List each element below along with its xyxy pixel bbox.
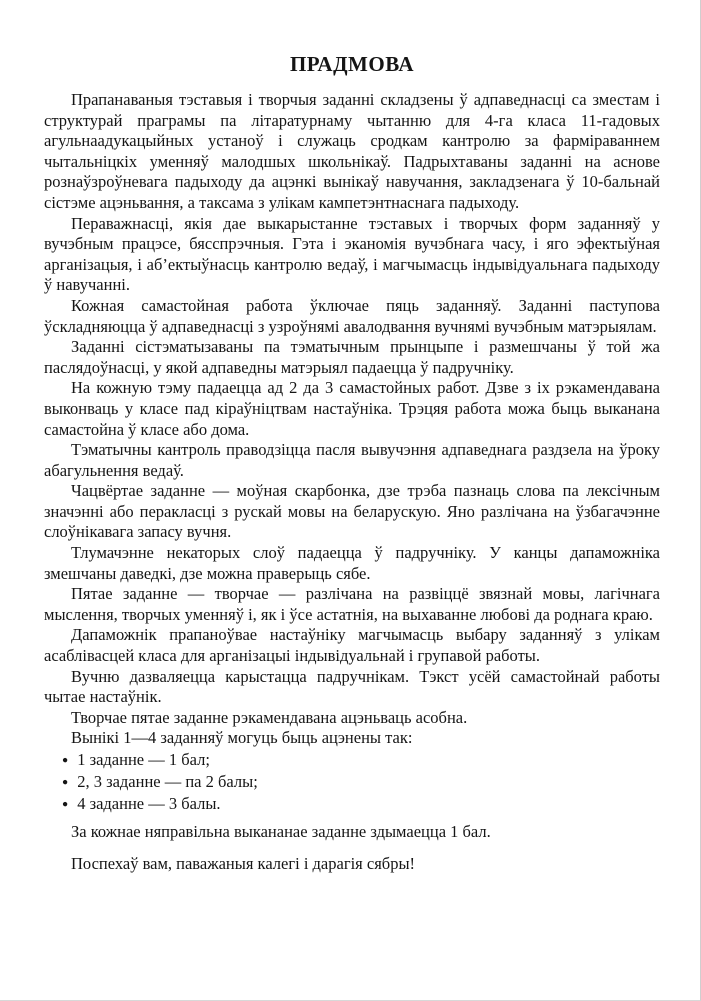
paragraph: Тлумачэнне некаторых слоў падаецца ў падручніку. У канцы дапаможніка змешчаны даведкі, дзе можна праверыць сябе.: [44, 543, 660, 583]
paragraph: Пятае заданне — творчае — разлічана на развіццё звязнай мовы, лагічнага мыслення, творчых уменняў і, як і ўсе астатнія, на выхаванне любові да роднага краю.: [44, 584, 660, 624]
closing-paragraph: Поспехаў вам, паважаныя калегі і дарагія сябры!: [71, 853, 416, 873]
score-list: [44, 750, 660, 815]
bullet-icon: ●: [62, 755, 69, 767]
paragraph: Кожная самастойная работа ўключае пяць заданняў. Заданні паступова ўскладняюцца ў адпаведнасці з узроўнямі авалодвання вучнямі вучэбным матэрыялам.: [44, 295, 660, 336]
list-item: [62, 750, 660, 772]
list-item-text: 2, 3 заданне — па 2 балы;: [77, 771, 258, 791]
list-item: [62, 772, 660, 794]
list-item-text: 4 заданне — 3 балы.: [77, 793, 221, 813]
paragraph: Пераважнасці, якія дае выкарыстанне тэставых і творчых форм заданняў у вучэбным працэсе, бясспрэчныя. Гэта і эканомія вучэбнага часу, і яго эфектыўная арганізацыя, і аб’ектыўнасць кантролю ведаў, і магчымасць індывідуальнага падыходу ў навучанні.: [44, 213, 660, 295]
paragraph: На кожную тэму падаецца ад 2 да 3 самастойных работ. Дзве з іх рэкамендавана выконваць у класе пад кіраўніцтвам настаўніка. Трэцяя работа можа быць выканана самастойна ў класе або дома.: [44, 378, 660, 439]
paragraph: Чацвёртае заданне — моўная скарбонка, дзе трэба пазнаць слова па лексічным значэнні або перакласці з рускай мовы на беларускую. Яно разлічана на ўзбагачэнне слоўнікавага запасу вучня.: [44, 481, 660, 542]
paragraph: Тэматычны кантроль праводзіцца пасля вывучэння адпаведнага раздзела на ўроку абагульнення ведаў.: [44, 440, 660, 480]
bullet-icon: ●: [62, 776, 69, 788]
paragraph: Прапанаваныя тэставыя і творчыя заданні складзены ў адпаведнасці са зместам і структурай праграмы па літаратурнаму чытанню для 4-га класа 11-гадовых агульнаадукацыйных устаноў і служаць сродкам кантролю за фарміраваннем чытальніцкіх уменняў малодшых школьнікаў. Падрыхтаваны заданні на аснове рознаўзроўневага падыходу да ацэнкі вынікаў навучання, закладзенага ў 10-бальнай сістэме ацэньвання, а таксама з улікам кампетэнтнаснага падыходу.: [44, 90, 660, 212]
paragraph: Заданні сістэматызаваны па тэматычным прынцыпе і размешчаны ў той жа паслядоўнасці, у якой адпаведны матэрыял падаецца ў падручніку.: [44, 337, 660, 377]
paragraph: Вынікі 1—4 заданняў могуць быць ацэнены так:: [71, 728, 413, 748]
list-item: [62, 794, 660, 816]
paragraph: Творчае пятае заданне рэкамендавана ацэньваць асобна.: [71, 707, 468, 727]
paragraph: Вучню дазваляецца карыстацца падручнікам. Тэкст усёй самастойнай работы чытае настаўнік.: [44, 666, 660, 707]
bullet-icon: ●: [62, 798, 69, 810]
paragraph: За кожнае няправільна выкананае заданне здымаецца 1 бал.: [71, 822, 491, 842]
page-title: ПРАДМОВА: [289, 52, 415, 76]
list-item-text: 1 заданне — 1 бал;: [77, 750, 210, 769]
paragraph: Дапаможнік прапаноўвае настаўніку магчымасць выбару заданняў з улікам асаблівасцей класа для арганізацыі індывідуальнай і групавой работы.: [44, 625, 660, 666]
